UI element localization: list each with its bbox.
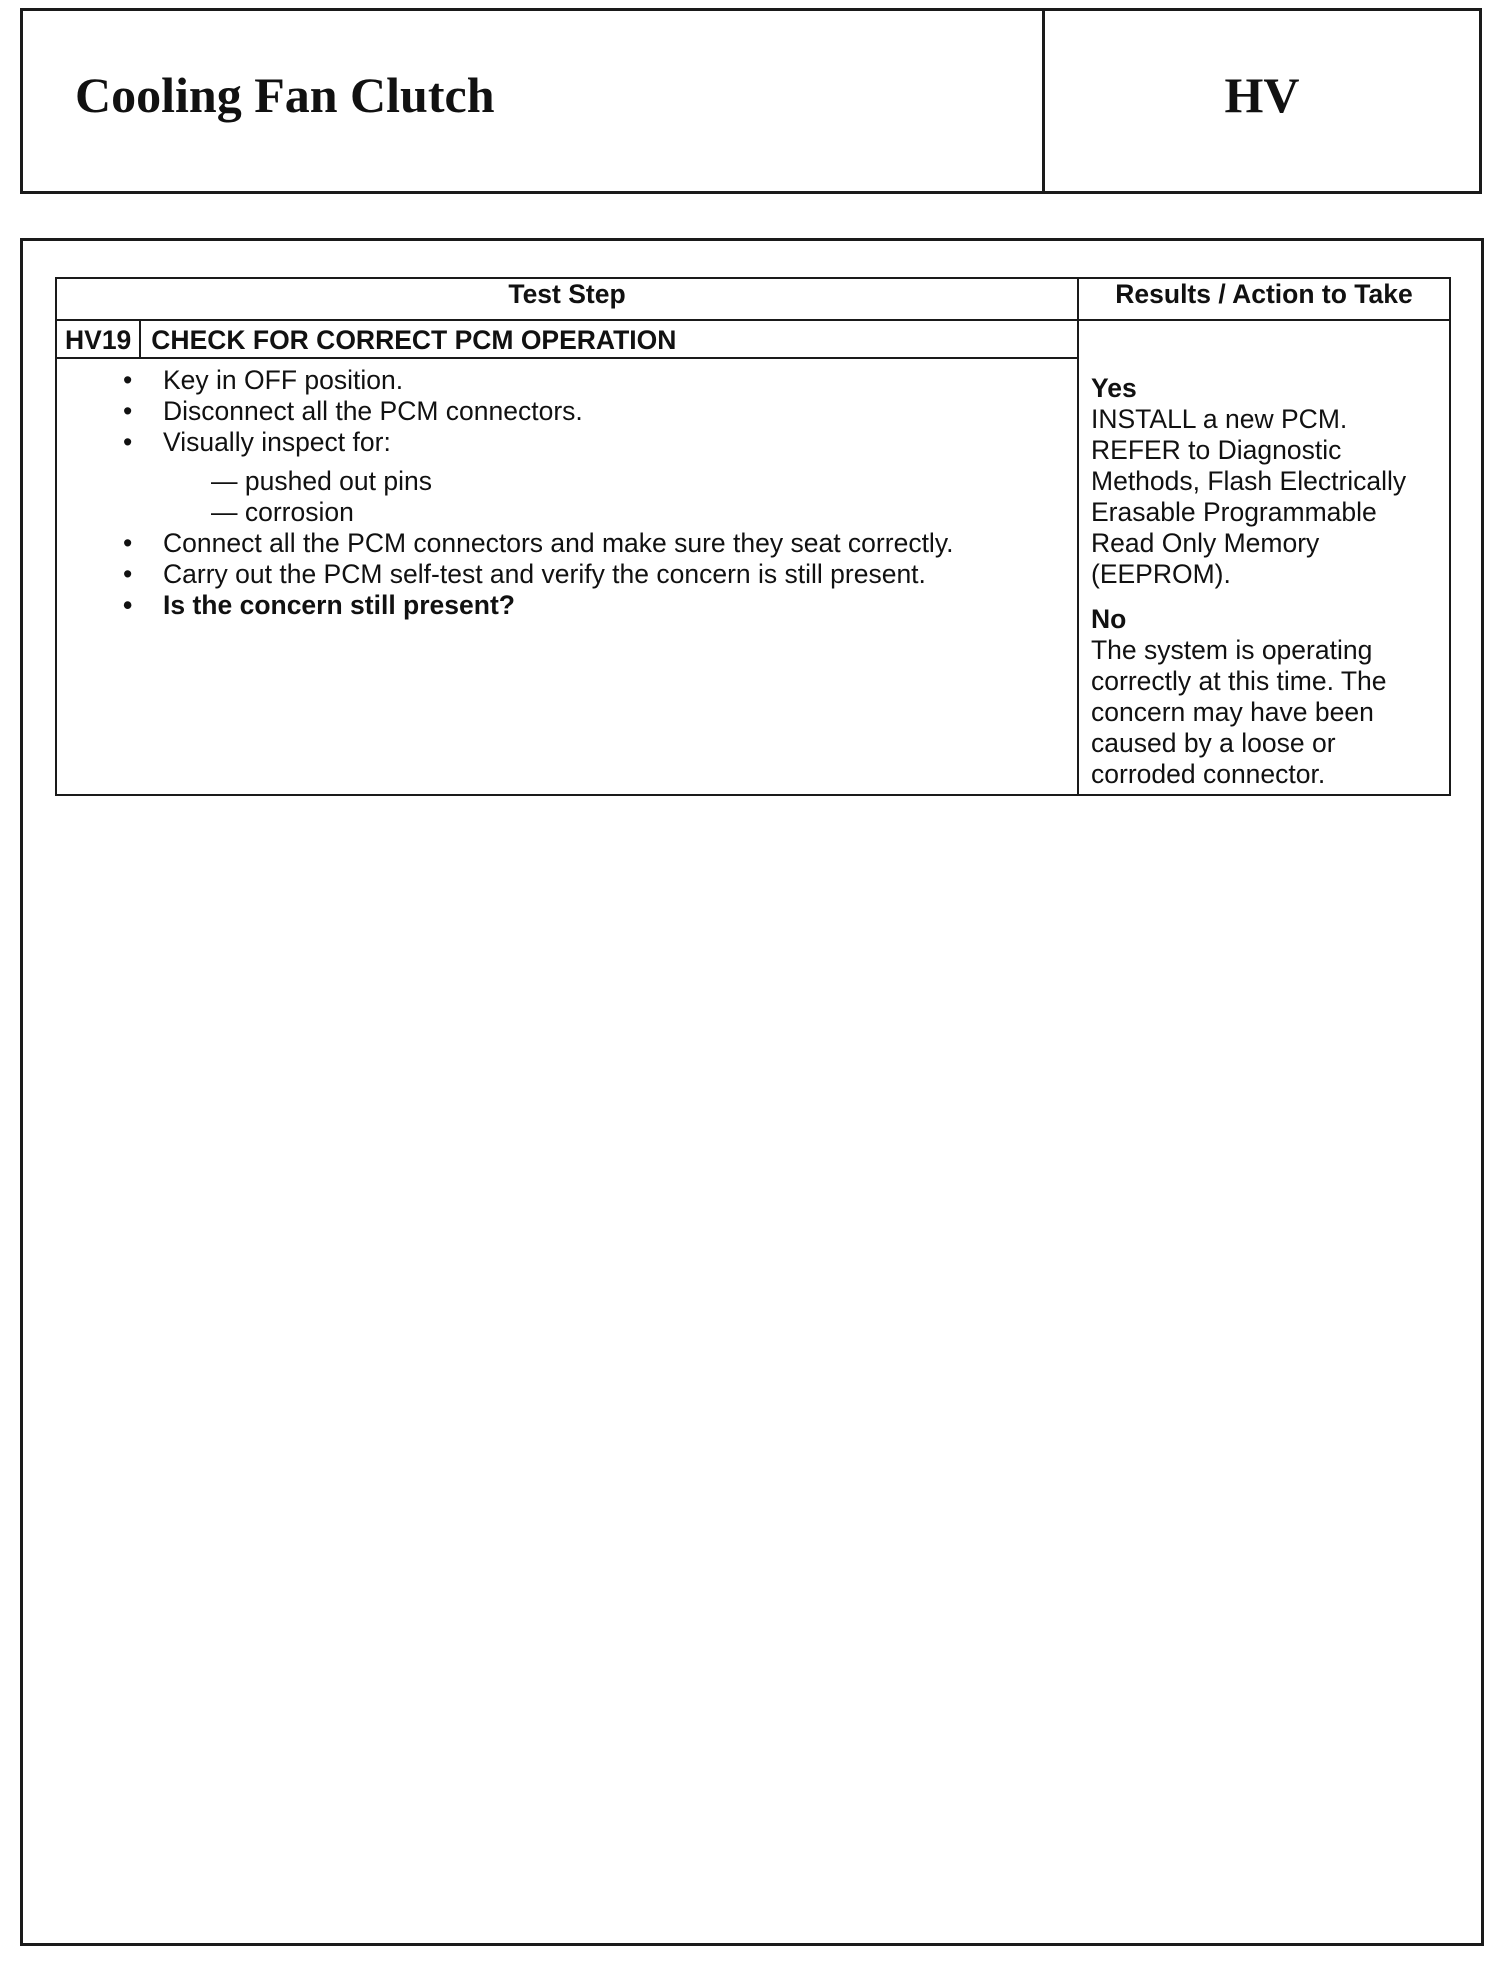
col-header-test-step: Test Step xyxy=(56,278,1078,320)
test-step-table xyxy=(55,277,1451,796)
list-item xyxy=(115,427,1067,528)
step-title-row xyxy=(56,320,1450,358)
step-body xyxy=(56,358,1078,795)
step-title: CHECK FOR CORRECT PCM OPERATION xyxy=(140,320,1078,358)
list-item: • Disconnect all the PCM connectors. xyxy=(115,396,1067,427)
content-frame xyxy=(20,238,1484,1946)
section-code: HV xyxy=(1224,67,1300,123)
result-yes-label: Yes xyxy=(1091,373,1137,403)
table-header-row xyxy=(56,278,1450,320)
step-id: HV19 xyxy=(56,320,140,358)
question-item: • Is the concern still present? xyxy=(115,590,1067,621)
page-header xyxy=(20,8,1482,194)
step-bullet-list xyxy=(115,365,1067,621)
list-item: • Key in OFF position. xyxy=(115,365,1067,396)
inspect-sub-list xyxy=(163,466,1067,528)
result-no-text: The system is operating correctly at this time. The concern may have been caused by a loose or corroded connector. xyxy=(1091,635,1387,789)
col-header-results: Results / Action to Take xyxy=(1078,278,1450,320)
list-item: • Connect all the PCM connectors and make sure they seat correctly. xyxy=(115,528,1067,559)
sub-list-item: — pushed out pins xyxy=(211,466,432,496)
page-title: Cooling Fan Clutch xyxy=(75,67,495,123)
results-cell xyxy=(1078,320,1450,795)
list-item: • Carry out the PCM self-test and verify the concern is still present. xyxy=(115,559,1067,590)
header-title-cell xyxy=(23,11,1045,191)
result-no-label: No xyxy=(1091,604,1127,634)
result-yes-text: INSTALL a new PCM. REFER to Diagnostic Methods, Flash Electrically Erasable Programmable Read Only Memory (EEPROM). xyxy=(1091,404,1407,589)
header-code-cell xyxy=(1045,11,1479,191)
sub-list-item: — corrosion xyxy=(211,497,354,527)
list-item-text: Visually inspect for: xyxy=(163,427,391,457)
